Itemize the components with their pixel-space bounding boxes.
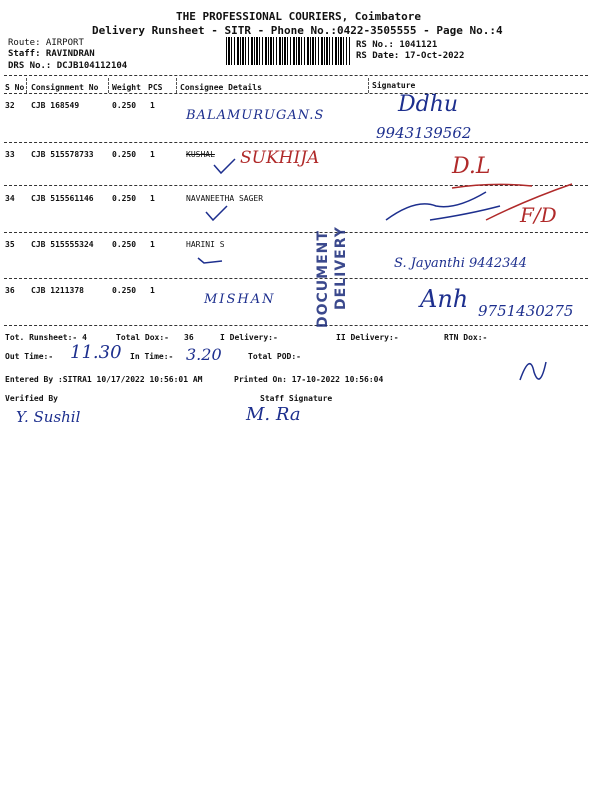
handwritten-phone: 9943139562 [376, 124, 472, 142]
row-pcs: 1 [150, 150, 155, 159]
handwritten-name: SUKHIJA [240, 148, 320, 168]
handwritten-name: BALAMURUGAN.S [186, 108, 325, 123]
drs-no: DRS No.: DCJB104112104 [8, 61, 128, 71]
verified-signature: Y. Sushil [16, 408, 81, 426]
tick-mark-icon [214, 159, 235, 173]
col-consignee: Consignee Details [180, 83, 262, 92]
consignee-name: NAVANEETHA SAGER [186, 194, 264, 203]
row-pcs: 1 [150, 286, 155, 295]
handwritten-phone: 9751430275 [478, 302, 574, 320]
row-weight: 0.250 [112, 286, 137, 295]
scribble-mark [386, 192, 486, 220]
total-dox-label: Total Dox:- [116, 333, 169, 342]
document-delivery-stamp: DOCUMENT DELIVERY [315, 226, 349, 328]
consignee-name: HARINI S [186, 240, 225, 249]
handwritten-name: MISHAN [204, 292, 276, 307]
staff: Staff: RAVINDRAN [8, 49, 95, 59]
row-sno: 36 [5, 286, 15, 295]
tick-mark-icon [206, 206, 227, 220]
i-delivery: I Delivery:- [220, 333, 278, 342]
title-line: Delivery Runsheet - SITR - Phone No.:0422-3505555 - Page No.:4 [92, 24, 503, 37]
scribble-mark [452, 184, 532, 188]
row-consignment: CJB 515555324 [31, 240, 94, 249]
row-sno: 33 [5, 150, 15, 159]
row-weight: 0.250 [112, 194, 137, 203]
row-consignment: CJB 515578733 [31, 150, 94, 159]
row-weight: 0.250 [112, 240, 137, 249]
rs-no: RS No.: 1041121 [356, 40, 438, 50]
row-weight: 0.250 [112, 150, 137, 159]
staff-signature-label: Staff Signature [260, 394, 333, 403]
handwritten-signature: F/D [520, 203, 557, 227]
staff-signature: M. Ra [246, 404, 301, 425]
rtn-dox: RTN Dox:- [444, 333, 488, 342]
col-consignment: Consignment No [31, 83, 99, 92]
col-signature: Signature [372, 81, 416, 90]
row-consignment: CJB 1211378 [31, 286, 84, 295]
row-sno: 35 [5, 240, 15, 249]
row-pcs: 1 [150, 194, 155, 203]
in-time-handwritten: 3.20 [186, 345, 222, 364]
in-time-label: In Time:- [130, 352, 174, 361]
tot-runsheet: Tot. Runsheet:- 4 [5, 333, 87, 342]
company-line: THE PROFESSIONAL COURIERS, Coimbatore [176, 10, 422, 23]
verified-by: Verified By [5, 394, 58, 403]
row-consignment: CJB 168549 [31, 101, 80, 110]
col-sno: S No [5, 83, 25, 92]
tick-mark-icon [198, 258, 222, 263]
ii-delivery: II Delivery:- [336, 333, 399, 342]
rs-date: RS Date: 17-Oct-2022 [356, 51, 465, 61]
out-time-handwritten: 11.30 [70, 342, 122, 363]
entered-by: Entered By :SITRA1 10/17/2022 10:56:01 AM [5, 375, 203, 384]
printed-on: Printed On: 17-10-2022 10:56:04 [234, 375, 384, 384]
scribble-mark [520, 362, 546, 380]
handwritten-signature: Ddhu [398, 92, 459, 117]
handwritten-signature: S. Jayanthi 9442344 [394, 256, 527, 271]
row-sno: 34 [5, 194, 15, 203]
row-consignment: CJB 515561146 [31, 194, 94, 203]
row-sno: 32 [5, 101, 15, 110]
row-pcs: 1 [150, 240, 155, 249]
scribble-mark [486, 184, 572, 220]
consignee-name: KUSHAL [186, 150, 215, 159]
row-pcs: 1 [150, 101, 155, 110]
total-dox-value: 36 [184, 333, 194, 342]
handwritten-signature: Anh [420, 285, 469, 313]
handwritten-signature: D.L [452, 154, 491, 179]
row-weight: 0.250 [112, 101, 137, 110]
total-pod: Total POD:- [248, 352, 301, 361]
col-pcs: PCS [148, 83, 163, 92]
route: Route: AIRPORT [8, 38, 84, 48]
out-time-label: Out Time:- [5, 352, 54, 361]
col-weight: Weight [112, 83, 141, 92]
